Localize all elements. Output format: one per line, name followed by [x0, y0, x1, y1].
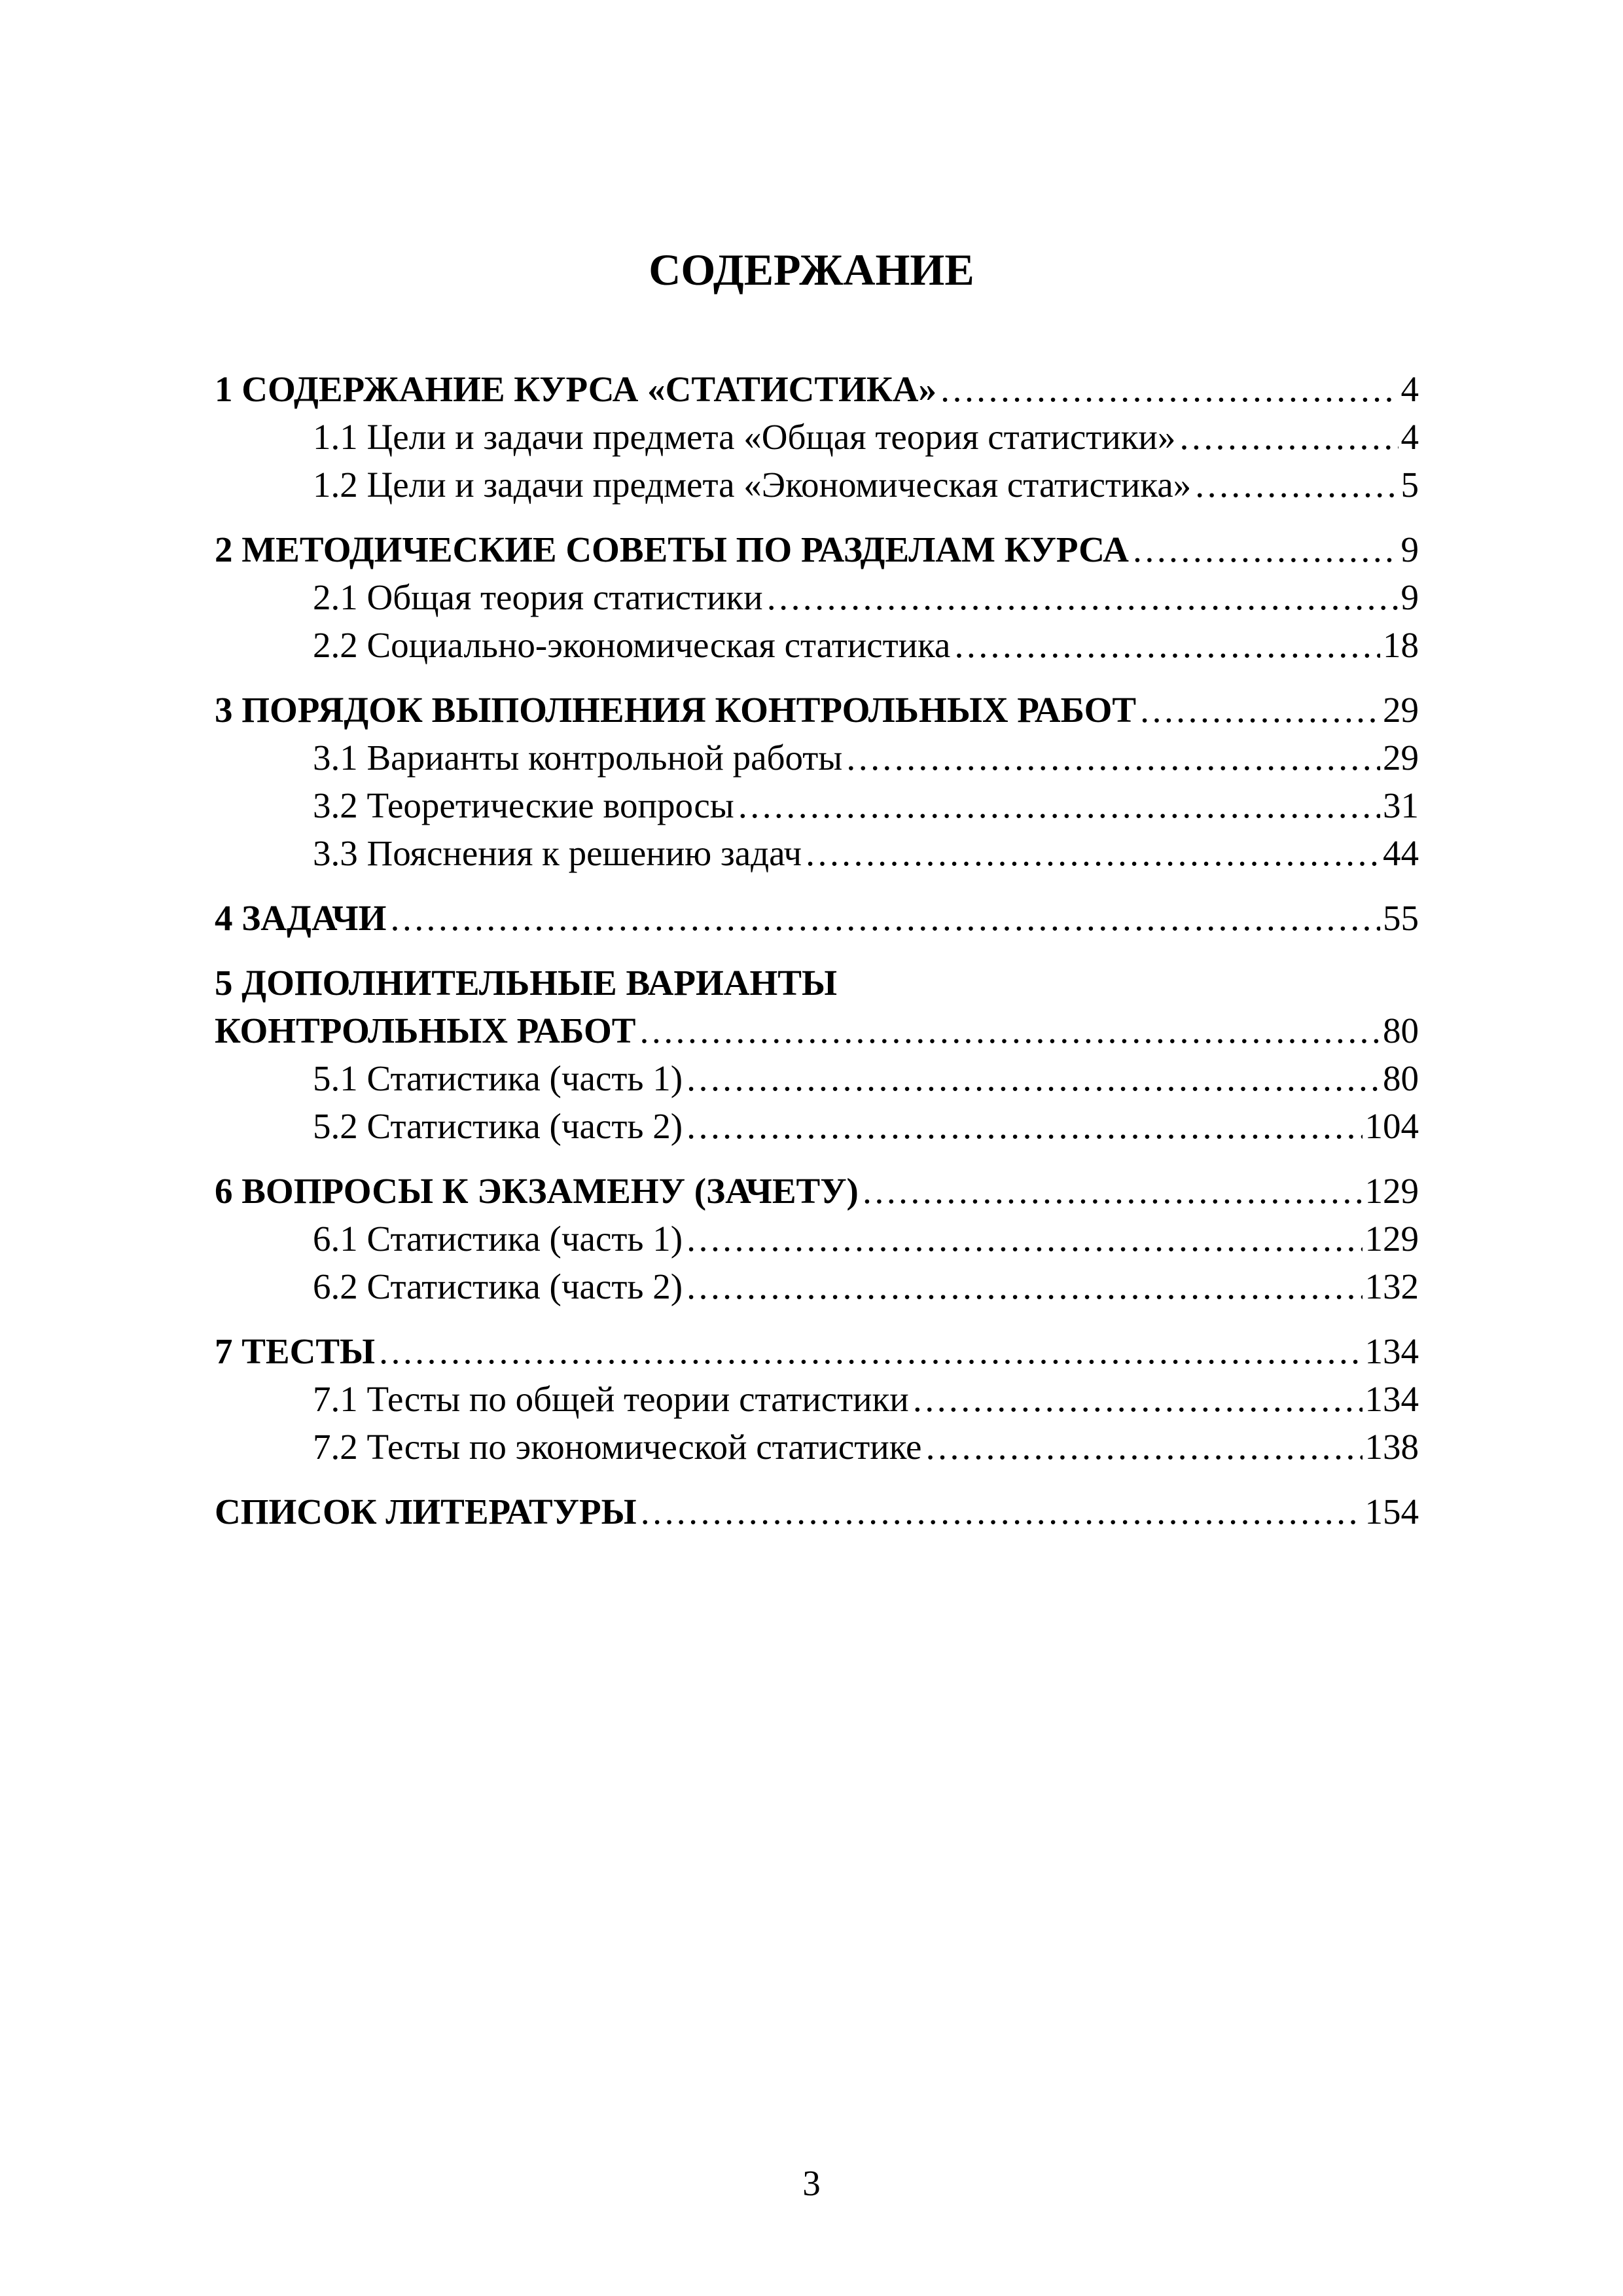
dot-leader [389, 894, 1380, 942]
toc-item-label: 5.2 Статистика (часть 2) [313, 1106, 683, 1146]
toc-item[interactable] [215, 829, 1419, 877]
dot-leader [639, 1488, 1363, 1535]
toc-page-number: 5 [1400, 465, 1419, 505]
toc-page-number: 31 [1383, 785, 1419, 825]
toc-section-references [215, 1488, 1419, 1535]
toc-heading[interactable] [215, 1167, 1419, 1215]
toc-item[interactable] [215, 621, 1419, 669]
toc-heading-label: 3 ПОРЯДОК ВЫПОЛНЕНИЯ КОНТРОЛЬНЫХ РАБОТ [215, 690, 1137, 730]
dot-leader [804, 829, 1380, 877]
toc-item-label: 3.3 Пояснения к решению задач [313, 833, 802, 873]
toc-page-number: 80 [1383, 1011, 1419, 1050]
toc-heading[interactable] [215, 1007, 1419, 1054]
toc-page-number: 4 [1400, 369, 1419, 409]
toc-item-label: 2.2 Социально-экономическая статистика [313, 625, 951, 665]
toc-heading-label: 2 МЕТОДИЧЕСКИЕ СОВЕТЫ ПО РАЗДЕЛАМ КУРСА [215, 529, 1129, 569]
toc-item-label: 5.1 Статистика (часть 1) [313, 1058, 683, 1098]
toc-heading-label: 6 ВОПРОСЫ К ЭКЗАМЕНУ (ЗАЧЕТУ) [215, 1171, 859, 1211]
page-number: 3 [802, 2163, 821, 2203]
toc-page-number: 55 [1383, 898, 1419, 938]
dot-leader [685, 1263, 1362, 1310]
toc-section-6 [215, 1167, 1419, 1310]
toc-section-7 [215, 1327, 1419, 1471]
toc-item-label: 7.2 Тесты по экономической статистике [313, 1427, 922, 1467]
toc-item-label: 1.2 Цели и задачи предмета «Экономическая статистика» [313, 465, 1192, 505]
toc-item[interactable] [215, 1054, 1419, 1102]
toc-item[interactable] [215, 734, 1419, 781]
dot-leader [685, 1054, 1380, 1102]
toc-page-number: 138 [1364, 1427, 1419, 1467]
toc-page-number: 80 [1383, 1058, 1419, 1098]
toc-page-number: 134 [1364, 1379, 1419, 1419]
toc-item[interactable] [215, 413, 1419, 461]
toc-page-number: 154 [1364, 1492, 1419, 1532]
toc-page-number: 104 [1364, 1106, 1419, 1146]
dot-leader [766, 573, 1399, 621]
toc-item[interactable] [215, 573, 1419, 621]
toc-item[interactable] [215, 1375, 1419, 1423]
toc-section-2 [215, 526, 1419, 669]
toc-item-label: 3.1 Варианты контрольной работы [313, 738, 843, 778]
toc-item-label: 7.1 Тесты по общей теории статистики [313, 1379, 909, 1419]
toc-heading-label: КОНТРОЛЬНЫХ РАБОТ [215, 1011, 636, 1050]
dot-leader [1178, 413, 1398, 461]
toc-heading[interactable] [215, 1488, 1419, 1535]
toc-section-5 [215, 959, 1419, 1150]
toc-heading-label: 7 ТЕСТЫ [215, 1331, 376, 1371]
dot-leader [378, 1327, 1362, 1375]
toc-item-label: 6.1 Статистика (часть 1) [313, 1219, 683, 1259]
toc-page-number: 18 [1383, 625, 1419, 665]
table-of-contents [215, 365, 1419, 1552]
toc-page-number: 134 [1364, 1331, 1419, 1371]
toc-heading[interactable] [215, 1327, 1419, 1375]
dot-leader [912, 1375, 1363, 1423]
toc-heading[interactable] [215, 526, 1419, 573]
toc-item-label: 6.2 Статистика (часть 2) [313, 1266, 683, 1306]
toc-page-number: 29 [1383, 738, 1419, 778]
toc-item-label: 1.1 Цели и задачи предмета «Общая теория статистики» [313, 417, 1176, 457]
toc-page-number: 44 [1383, 833, 1419, 873]
toc-heading[interactable] [215, 894, 1419, 942]
toc-item[interactable] [215, 1102, 1419, 1150]
dot-leader [685, 1215, 1362, 1263]
toc-item[interactable] [215, 1423, 1419, 1471]
toc-page-number: 132 [1364, 1266, 1419, 1306]
toc-section-1 [215, 365, 1419, 509]
toc-heading[interactable] [215, 686, 1419, 734]
toc-page-number: 9 [1400, 577, 1419, 617]
toc-item[interactable] [215, 1215, 1419, 1263]
toc-page-number: 9 [1400, 529, 1419, 569]
toc-heading-label: 4 ЗАДАЧИ [215, 898, 387, 938]
toc-heading[interactable] [215, 365, 1419, 413]
toc-section-3 [215, 686, 1419, 877]
toc-heading-line1[interactable]: 5 ДОПОЛНИТЕЛЬНЫЕ ВАРИАНТЫ [215, 963, 837, 1003]
dot-leader [1194, 461, 1398, 509]
toc-section-4 [215, 894, 1419, 942]
dot-leader [737, 781, 1380, 829]
toc-heading-label: СПИСОК ЛИТЕРАТУРЫ [215, 1492, 637, 1532]
dot-leader [845, 734, 1380, 781]
toc-page-number: 129 [1364, 1219, 1419, 1259]
toc-page-number: 29 [1383, 690, 1419, 730]
dot-leader [1139, 686, 1380, 734]
dot-leader [953, 621, 1380, 669]
dot-leader [939, 365, 1399, 413]
toc-item[interactable] [215, 1263, 1419, 1310]
page-title: СОДЕРЖАНИЕ [649, 245, 974, 295]
toc-page-number: 4 [1400, 417, 1419, 457]
dot-leader [638, 1007, 1380, 1054]
dot-leader [1132, 526, 1399, 573]
toc-page-number: 129 [1364, 1171, 1419, 1211]
dot-leader [685, 1102, 1362, 1150]
toc-item-label: 3.2 Теоретические вопросы [313, 785, 734, 825]
toc-heading-label: 1 СОДЕРЖАНИЕ КУРСА «СТАТИСТИКА» [215, 369, 936, 409]
toc-item-label: 2.1 Общая теория статистики [313, 577, 763, 617]
toc-item[interactable] [215, 461, 1419, 509]
dot-leader [861, 1167, 1363, 1215]
dot-leader [924, 1423, 1362, 1471]
toc-item[interactable] [215, 781, 1419, 829]
